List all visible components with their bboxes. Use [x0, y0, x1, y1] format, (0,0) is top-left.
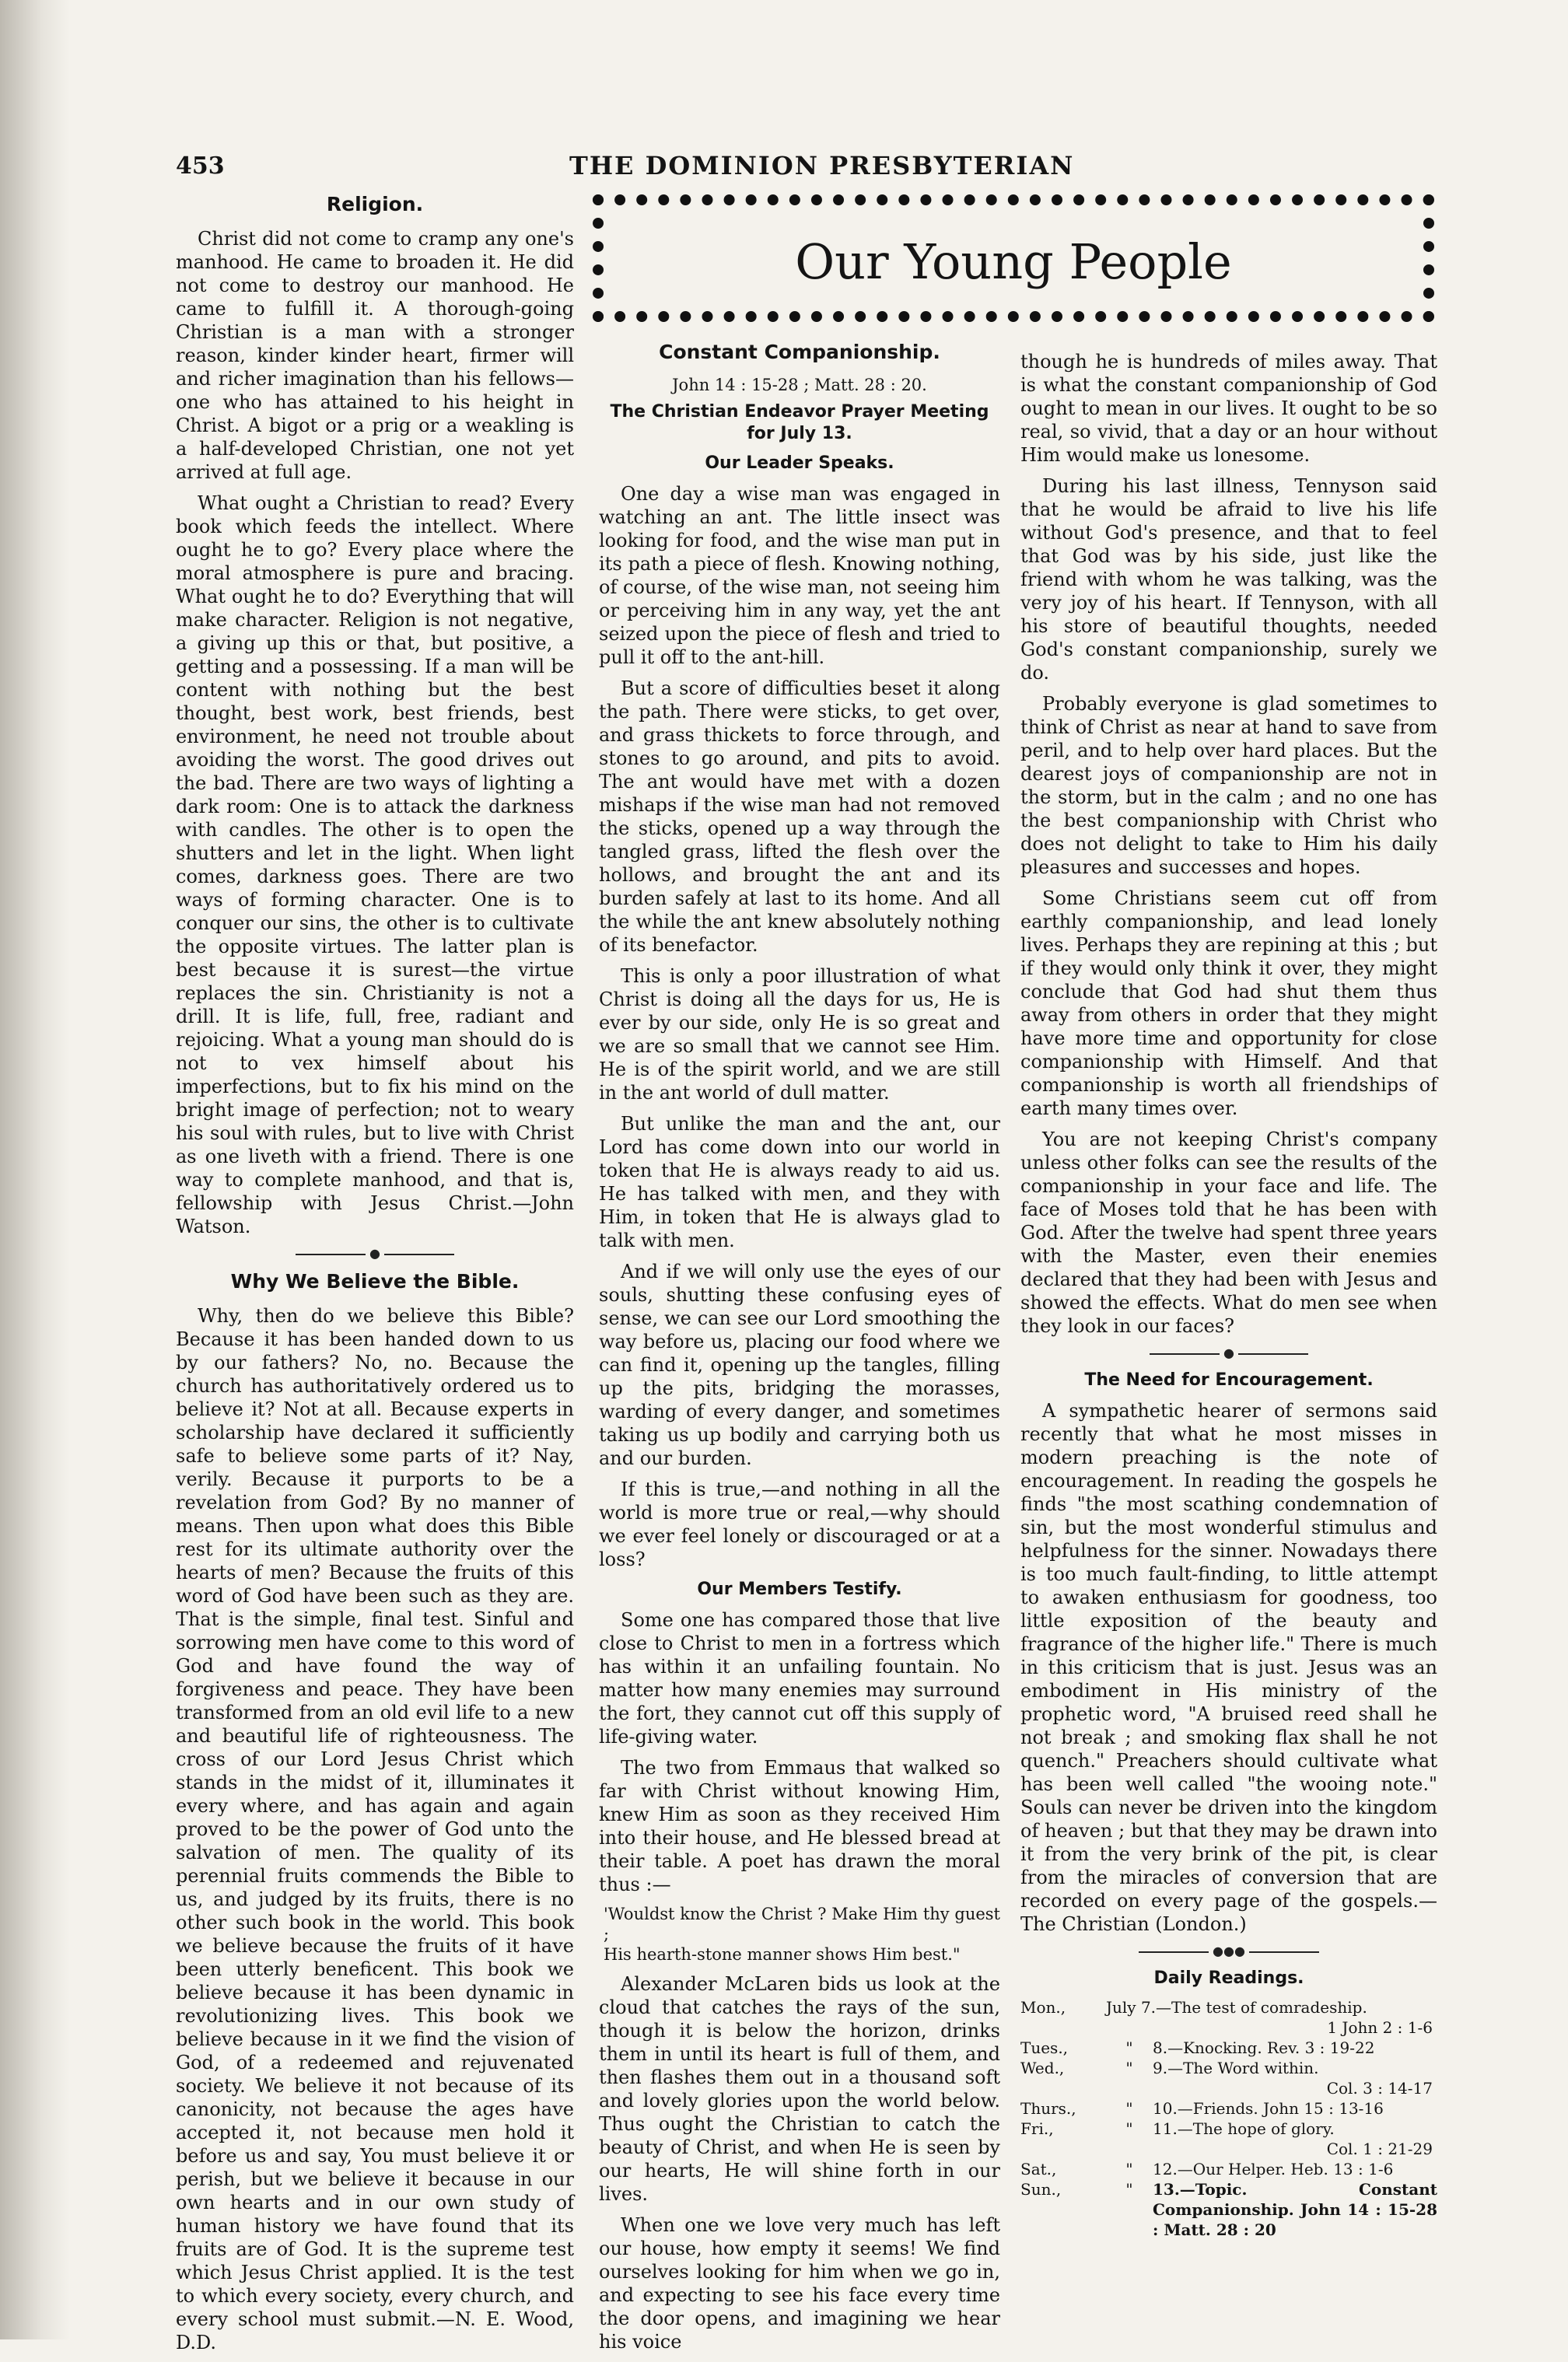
members-paragraph: The two from Emmaus that walked so far with Christ without knowing Him, knew Him as soon as they received Him into their house, and He blessed bread at their table. A poet has drawn the moral thus :— — [599, 1757, 1000, 1895]
religion-paragraph: What ought a Christian to read? Every book which feeds the intellect. Where ought he to go? Every place where the moral atmosphere is pure and bracing. What ought he to do? Everything that will make character. Religion is not negative, a giving up this or that, but positive, a getting and a possessing. If a man will be content with nothing but the best thought, best work, best friends, best environment, he need not trouble about avoiding the worst. The good drives out the bad. There are two ways of lighting a dark room: One is to attack the darkness with candles. The other is to open the shutters and let in the light. When light comes, darkness goes. There are two ways of forming character. One is to conquer our sins, the other is to cultivate the opposite virtues. The latter plan is best because it is surest—the virtue replaces the sin. Christianity is not a drill. It is life, full, free, radiant and rejoicing. What a young man should do is not to vex himself about his imperfections, but to fix his mind on the bright image of perfection; not to weary his soul with rules, but to live with Christ as one liveth with a friend. There is one way to complete manhood, and that is, fellowship with Jesus Christ.—John Watson. — [176, 492, 574, 1237]
section-banner — [593, 194, 1434, 322]
ditto-mark: " — [1125, 2160, 1133, 2178]
reading-day: Sat., — [1020, 2160, 1057, 2178]
left-column — [176, 193, 574, 2362]
page-number: 453 — [176, 152, 225, 180]
companionship-paragraph: You are not keeping Christ's company unless other folks can see the results of the companionship in your face and life. The face of Moses told that he has been with God. After the twelve had spent three years with the Master, even their enemies declared that they had been with Jesus and showed the effects. What do men see when they look in our faces? — [1020, 1129, 1437, 1337]
reading-day: Sun., — [1020, 2180, 1062, 2199]
religion-heading: Religion. — [326, 193, 424, 215]
bible-heading: Why We Believe the Bible. — [230, 1270, 520, 1293]
reading-row — [1020, 2179, 1437, 2240]
reading-row — [1020, 2058, 1437, 2078]
reading-text: 10.—Friends. John 15 : 13-16 — [1153, 2099, 1384, 2118]
running-head: THE DOMINION PRESBYTERIAN — [569, 151, 1075, 180]
section-divider: ●●● — [1020, 1944, 1437, 1958]
reading-text: 13.—Topic. Constant Companionship. John 14 : 15-28 : Matt. 28 : 20 — [1153, 2180, 1437, 2239]
ditto-mark: " — [1125, 2059, 1133, 2077]
reading-day: Wed., — [1020, 2059, 1065, 2077]
banner-title: Our Young People — [795, 233, 1232, 290]
middle-column — [599, 341, 1000, 2361]
ditto-mark: " — [1125, 2038, 1133, 2057]
readings-list — [1020, 1997, 1437, 2240]
leader-heading: Our Leader Speaks. — [705, 453, 894, 473]
leader-paragraph: This is only a poor illustration of what Christ is doing all the days for us, He is ever by our side, only He is so great and we are so small that we cannot see Him. He is of the spirit world, and we are still in the ant world of dull matter. — [599, 965, 1000, 1104]
readings-heading: Daily Readings. — [1153, 1968, 1304, 1988]
religion-paragraph: Christ did not come to cramp any one's manhood. He came to broaden it. He did not come to destroy our manhood. He came to fulfill it. A thorough-going Christian is a man with a stronger reason, kinder kinder heart, firmer will and richer imagination than his fellows—one who has attained to his height in Christ. A bigot or a prig or a weakling is a half-developed Christian, one not yet arrived at full age. — [176, 228, 574, 483]
reading-ref: Col. 3 : 14-17 — [1326, 2079, 1433, 2098]
reading-row — [1020, 2038, 1437, 2058]
members-paragraph: Some one has compared those that live close to Christ to men in a fortress which has within it an unfailing fountain. No matter how many enemies may surround the fort, they cannot cut off this supply of life-giving water. — [599, 1609, 1000, 1748]
companionship-paragraph: During his last illness, Tennyson said that he would be afraid to live his life without God's presence, and that to feel that God was by his side, just like the friend with whom he was talking, was the very joy of his heart. If Tennyson, with all his store of beautiful thoughts, needed God's constant companionship, surely we do. — [1020, 475, 1437, 684]
section-divider: ● — [176, 1246, 574, 1261]
poem-line: His hearth-stone manner shows Him best." — [604, 1945, 961, 1964]
section-divider: ● — [1020, 1345, 1437, 1360]
reading-text: 9.—The Word within. — [1153, 2059, 1319, 2077]
leader-paragraph: If this is true,—and nothing in all the world is more true or real,—why should we ever feel lonely or discouraged or at a loss? — [599, 1478, 1000, 1570]
encouragement-paragraph: A sympathetic hearer of sermons said recently that what he most misses in modern preaching is the note of encouragement. In reading the gospels he finds "the most scathing condemnation of sin, but the most wonderful stimulus and helpfulness for the sinner. Nowadays there is too much fault-finding, to little attempt to awaken enthusiasm for goodness, too little exposition of the beauty and fragrance of the higher life." There is much in this criticism that is just. Jesus was an embodiment in His ministry of the prophetic word, "A bruised reed shall he not break ; and smoking flax shall he not quench." Preachers should cultivate what has been well called "the wooing note." Souls can never be driven into the kingdom of heaven ; but that they may be drawn into it from the very brink of the pit, is clear from the miracles of conversion that are recorded on every page of the gospels.—The Christian (London.) — [1020, 1400, 1437, 1935]
leader-paragraph: One day a wise man was engaged in watching an ant. The little insect was looking for food, and the wise man put in its path a piece of flesh. Knowing nothing, of course, of the wise man, not seeing him or perceiving him in any way, yet the ant seized upon the piece of flesh and tried to pull it off to the ant-hill. — [599, 483, 1000, 668]
reading-ref: 1 John 2 : 1-6 — [1327, 2018, 1433, 2037]
companionship-heading: Constant Companionship. — [659, 341, 940, 363]
reading-ref: Col. 1 : 21-29 — [1326, 2140, 1433, 2158]
members-paragraph: Alexander McLaren bids us look at the cloud that catches the rays of the sun, though it is below the horizon, drinks them in until its heart is full of them, and then flashes them out in a thousand soft and lovely glories upon the world below. Thus ought the Christian to catch the beauty of Christ, and when He is seen by our hearts, He will shine forth in our lives. — [599, 1973, 1000, 2205]
companionship-paragraph: though he is hundreds of miles away. That is what the constant companionship of God ought to mean in our lives. It ought to be so real, so vivid, that a day or an hour without Him would make us lonesome. — [1020, 351, 1437, 466]
leader-paragraph: And if we will only use the eyes of our souls, shutting these confusing eyes of sense, we can see our Lord smoothing the way before us, placing our food where we can find it, opening up the tangles, filling up the pits, bridging the morasses, warding of every danger, and sometimes taking us up bodily and carrying both us and our burden. — [599, 1261, 1000, 1469]
leader-paragraph: But a score of difficulties beset it along the path. There were sticks, to get over, and grass thickets to force through, and stones to go around, and pits to avoid. The ant would have met with a dozen mishaps if the wise man had not removed the sticks, opened up a way through the tangled grass, lifted the flesh over the hollows, and brought the ant and its burden safely at last to its home. And all the while the ant knew absolutely nothing of its benefactor. — [599, 677, 1000, 956]
reading-row — [1020, 2119, 1437, 2139]
encouragement-heading: The Need for Encouragement. — [1084, 1370, 1374, 1390]
reading-text: 8.—Knocking. Rev. 3 : 19-22 — [1153, 2038, 1375, 2057]
ditto-mark: " — [1125, 2180, 1133, 2199]
reading-day: Mon., — [1020, 1998, 1066, 2017]
reading-row — [1020, 1997, 1437, 2017]
reading-text: 11.—The hope of glory. — [1153, 2119, 1335, 2138]
reading-day: Tues., — [1020, 2038, 1069, 2057]
reading-row — [1020, 2098, 1437, 2119]
reading-text: 12.—Our Helper. Heb. 13 : 1-6 — [1153, 2160, 1394, 2178]
binding-shadow — [0, 0, 70, 2339]
members-heading: Our Members Testify. — [697, 1580, 902, 1599]
companionship-paragraph: Probably everyone is glad sometimes to think of Christ as near at hand to save from peril, and to help over hard places. But the dearest joys of companionship are not in the storm, but in the calm ; and no one has the best companionship with Christ who does not delight to take to Him his daily pleasures and successes and hopes. — [1020, 693, 1437, 878]
ditto-mark: " — [1125, 2119, 1133, 2138]
scripture-reference: John 14 : 15-28 ; Matt. 28 : 20. — [672, 376, 927, 394]
bible-paragraph: Why, then do we believe this Bible? Because it has been handed down to us by our fathers? No, no. Because the church has authoritatively ordered us to believe it? Not at all. Because experts in scholarship have declared it sufficiently safe to believe some parts of it? Nay, verily. Because it purports to be a revelation from God? By no manner of means. Then upon what does this Bible rest for its ultimate authority over the hearts of men? Because the fruits of this word of God have been such as they are. That is the simple, final test. Sinful and sorrowing men have come to this word of God and have found the way of forgiveness and peace. They have been transformed from an old evil life to a new and beautiful life of righteousness. The cross of our Lord Jesus Christ which stands in the midst of it, illuminates it every where, and has again and again proved to be the power of God unto the salvation of men. The quality of its perennial fruits commends the Bible to us, and judged by its fruits, there is no other such book in the world. This book we believe because the fruits of it have been utterly beneficent. This book we believe because it has been dynamic in revolutionizing lives. This book we believe because in it we find the vision of God, of a redeemed and rejuvenated society. We believe it not because of its canonicity, not because the ages have accepted it, not because men hold it before us and say, You must believe it or perish, but we believe it because in our own hearts and in our own study of human history we have found that its fruits are of God. It is the supreme test which Jesus Christ applied. It is the test to which every society, every church, and every school must submit.—N. E. Wood, D.D. — [176, 1305, 574, 2353]
leader-paragraph: But unlike the man and the ant, our Lord has come down into our world in token that He is always ready to aid us. He has talked with men, and they with Him, in token that He is always glad to talk with men. — [599, 1113, 1000, 1251]
poem-line: 'Wouldst know the Christ ? Make Him thy guest ; — [604, 1905, 1000, 1944]
meeting-heading: The Christian Endeavor Prayer Meeting for July 13. — [610, 402, 989, 443]
reading-day: Thurs., — [1020, 2099, 1076, 2118]
poem-quote — [604, 1904, 1000, 1965]
ditto-mark: " — [1125, 2099, 1133, 2118]
right-column — [1020, 350, 1437, 2240]
reading-row — [1020, 2159, 1437, 2179]
companionship-paragraph: Some Christians seem cut off from earthly companionship, and lead lonely lives. Perhaps they are repining at this ; but if they would only think it over, they might conclude that God had shut them thus away from others in order that they might have more time and opportunity for close companionship with Himself. And that companionship is worth all friendships of earth many times over. — [1020, 887, 1437, 1119]
reading-text: July 7.—The test of comradeship. — [1106, 1998, 1367, 2017]
members-paragraph: When one we love very much has left our house, how empty it seems! We find ourselves looking for him when we go in, and expecting to see his face every time the door opens, and imagining we hear his voice — [599, 2214, 1000, 2353]
reading-day: Fri., — [1020, 2119, 1054, 2138]
